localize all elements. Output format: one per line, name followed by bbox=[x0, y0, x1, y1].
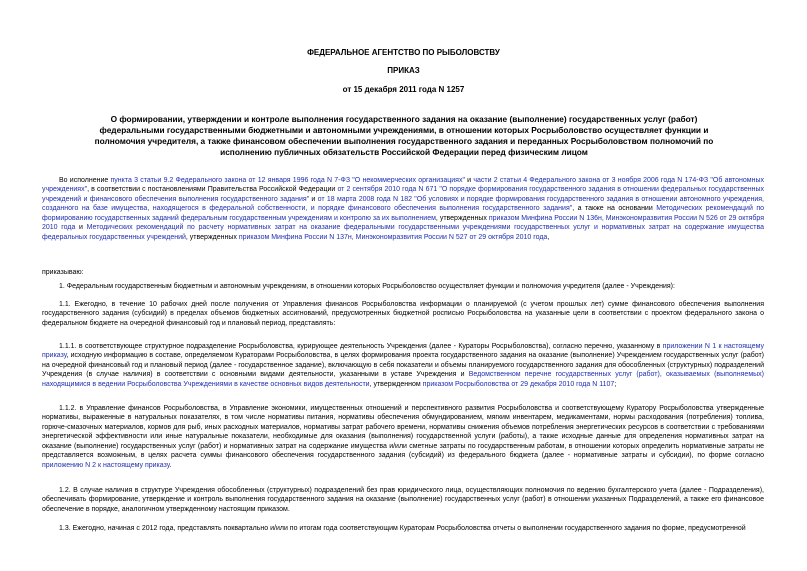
link-appendix-2[interactable]: приложению N 2 к настоящему приказу bbox=[42, 461, 170, 469]
link-resolution-182[interactable]: от 18 марта 2008 года N 182 "Об условиях и порядке формирования государственного задания в отношении автономного учреждения, созданного на базе имущества, находящегося в федеральной собственности, и порядке финансового обеспечения выполнения государственного задания" bbox=[42, 195, 764, 213]
link-order-137n[interactable]: приказом Минфина России N 137н, Минэкономразвития России N 527 от 29 октября 2010 года bbox=[238, 233, 548, 241]
link-service-list[interactable]: Ведомственном перечне государственных услуг (работ), оказываемых (выполняемых) находящимися в ведении Росрыболовства Учреждениями в качестве основных видов деятельности bbox=[42, 371, 764, 388]
preamble-text-4: и bbox=[309, 195, 318, 203]
link-order-1107[interactable]: приказом Росрыболовства от 29 декабря 2010 года N 1107 bbox=[422, 380, 615, 388]
preamble-text-9: , bbox=[547, 233, 550, 241]
p112-text-1: 1.1.2. в Управление финансов Росрыболовства, в Управление экономики, имущественных отношений и перспективного развития Росрыболовства и соответствующему Куратору Росрыболовства утвержденные нормативы, выраженные в натуральных показателях, в том числе нормативы питания, нормативы обеспечения обмундированием, мягким инвентарем, медикаментами, нормы расходования (потребления) топлива, горюче-смазочных материалов, кормов для рыб, иных расходных материалов, нормативы затрат рабочего времени, нормативы снижения объемов потребления энергетических ресурсов в соответствии с требованиями энергетической эффективности или иные натуральные показатели, необходимые для оказания (выполнения) государственной услуги (работы), а также исходные данные для определения нормативных затрат на оказание (выполнение) государственных услуг (работ) и нормативных затрат на содержание имущества и/или сметные затраты по государственным работам, в отношении которых определить нормативные затраты не представляется возможным, в целях расчета суммы финансового обеспечения государственного задания (субсидий) из федерального бюджета (далее - нормативные затраты и субсидии), по форме согласно bbox=[42, 405, 764, 460]
order-word: приказываю: bbox=[42, 269, 84, 276]
link-appendix-1[interactable]: приложении N 1 к настоящему приказу bbox=[42, 343, 764, 360]
link-autonomous-law[interactable]: части 2 статьи 4 Федерального закона от 3 ноября 2006 года N 174-ФЗ "Об автономных учреждениях" bbox=[42, 177, 765, 194]
document-type: ПРИКАЗ bbox=[387, 66, 420, 75]
link-order-136n[interactable]: приказом Минфина России N 136н, Минэкономразвития России N 526 от 29 октября 2010 года bbox=[42, 214, 764, 232]
agency-name: ФЕДЕРАЛЬНОЕ АГЕНТСТВО ПО РЫБОЛОВСТВУ bbox=[307, 48, 500, 57]
link-method-recommendations[interactable]: Методических рекомендаций по формированию государственных заданий федеральным государственным учреждениям и контролю за их выполнением bbox=[42, 205, 765, 222]
preamble-text-2: и bbox=[464, 177, 474, 184]
paragraph-1-2: 1.2. В случае наличия в структуре Учреждения обособленных (структурных) подразделений без прав юридического лица, осуществляющих полномочия по ведению бухгалтерского учета (далее - Подразделения), обеспечивать формирование, утверждение и контроль выполнения государственного задания на оказание (выполнение) государственных услуг (работ) в отношении указанных Подразделений, а также его финансовое обеспечение в порядке, аналогичном утвержденному настоящим приказом. bbox=[42, 487, 764, 513]
preamble-paragraph bbox=[42, 176, 764, 242]
p111-text-2: , исходную информацию в составе, определяемом Кураторами Росрыболовства, в целях формирования проекта государственного задания на оказание (выполнение) Учреждением государственных услуг (работ) на очередной финансовый год и плановый период (далее - государственное задание), включающую в себя показатели и объемы планируемого государственного задания для обособленных (структурных) подразделений Учреждения (в случае наличия) в соответствии с основными видами деятельности, указанными в уставе Учреждения и bbox=[42, 352, 764, 379]
preamble-text-5: , а также на основании bbox=[572, 205, 657, 213]
paragraph-1-1: 1.1. Ежегодно, в течение 10 рабочих дней после получения от Управления финансов Росрыболовства информации о планируемой (с учетом прошлых лет) сумме финансового обеспечения выполнения государственного задания (субсидий) в пределах объемов бюджетных ассигнований, предусмотренных бюджетной росписью Росрыболовства на указанные цели в соответствии с проектом федерального закона о федеральном бюджете на очередной финансовый год и плановый период, представлять: bbox=[42, 301, 764, 327]
preamble-text-3: , в соответствии с постановлениями Правительства Российской Федерации bbox=[87, 186, 338, 194]
link-nko-law[interactable]: пункта 3 статьи 9.2 Федерального закона от 12 января 1996 года N 7-ФЗ "О некоммерческих организациях" bbox=[110, 177, 465, 184]
paragraph-1-1-1 bbox=[42, 342, 764, 389]
preamble-text-7: и bbox=[75, 224, 87, 232]
link-cost-recommendations[interactable]: Методических рекомендаций по расчету нормативных затрат на оказание федеральными государственными учреждениями государственных услуг и нормативных затрат на содержание имущества федеральных государственных учреждений bbox=[42, 224, 764, 241]
p111-text-4: ; bbox=[614, 380, 617, 388]
p112-text-2: . bbox=[169, 461, 172, 469]
link-resolution-671[interactable]: от 2 сентября 2010 года N 671 "О порядке формирования государственного задания в отношении федеральных государственных учреждений и финансового обеспечения выполнения государственного задания" bbox=[42, 186, 764, 203]
paragraph-1-1-2 bbox=[42, 404, 764, 470]
p111-text-1: 1.1.1. в соответствующее структурное подразделение Росрыболовства, курирующее деятельность Учреждения (далее - Кураторы Росрыболовства), согласно перечню, указанному в bbox=[59, 343, 663, 350]
document-date: от 15 декабря 2011 года N 1257 bbox=[342, 85, 465, 94]
preamble-text-6: , утвержденных bbox=[435, 214, 489, 222]
preamble-text-8: , утвержденных bbox=[185, 233, 239, 241]
p111-text-3: , утвержденном bbox=[369, 380, 423, 388]
paragraph-1-3: 1.3. Ежегодно, начиная с 2012 года, представлять поквартально и/или по итогам года соответствующим Кураторам Росрыболовства отчеты о выполнении государственного задания по форме, предусмотренной bbox=[59, 525, 746, 532]
preamble-text-1: Во исполнение bbox=[59, 177, 111, 184]
document-title: О формировании, утверждении и контроле выполнения государственного задания на оказание (выполнение) государственных услуг (работ) федеральными государственными бюджетными и автономными учреждениями, в отношении которых Росрыболовство осуществляет функции и полномочия учредителя, а также финансовом обеспечении выполнения государственного задания и переданных Росрыболовством полномочий по исполнению публичных обязательств Российской Федерации перед физическим лицом bbox=[94, 114, 714, 158]
paragraph-1: 1. Федеральным государственным бюджетным и автономным учреждениям, в отношении которых Росрыболовство осуществляет функции и полномочия учредителя (далее - Учреждения): bbox=[59, 283, 675, 290]
